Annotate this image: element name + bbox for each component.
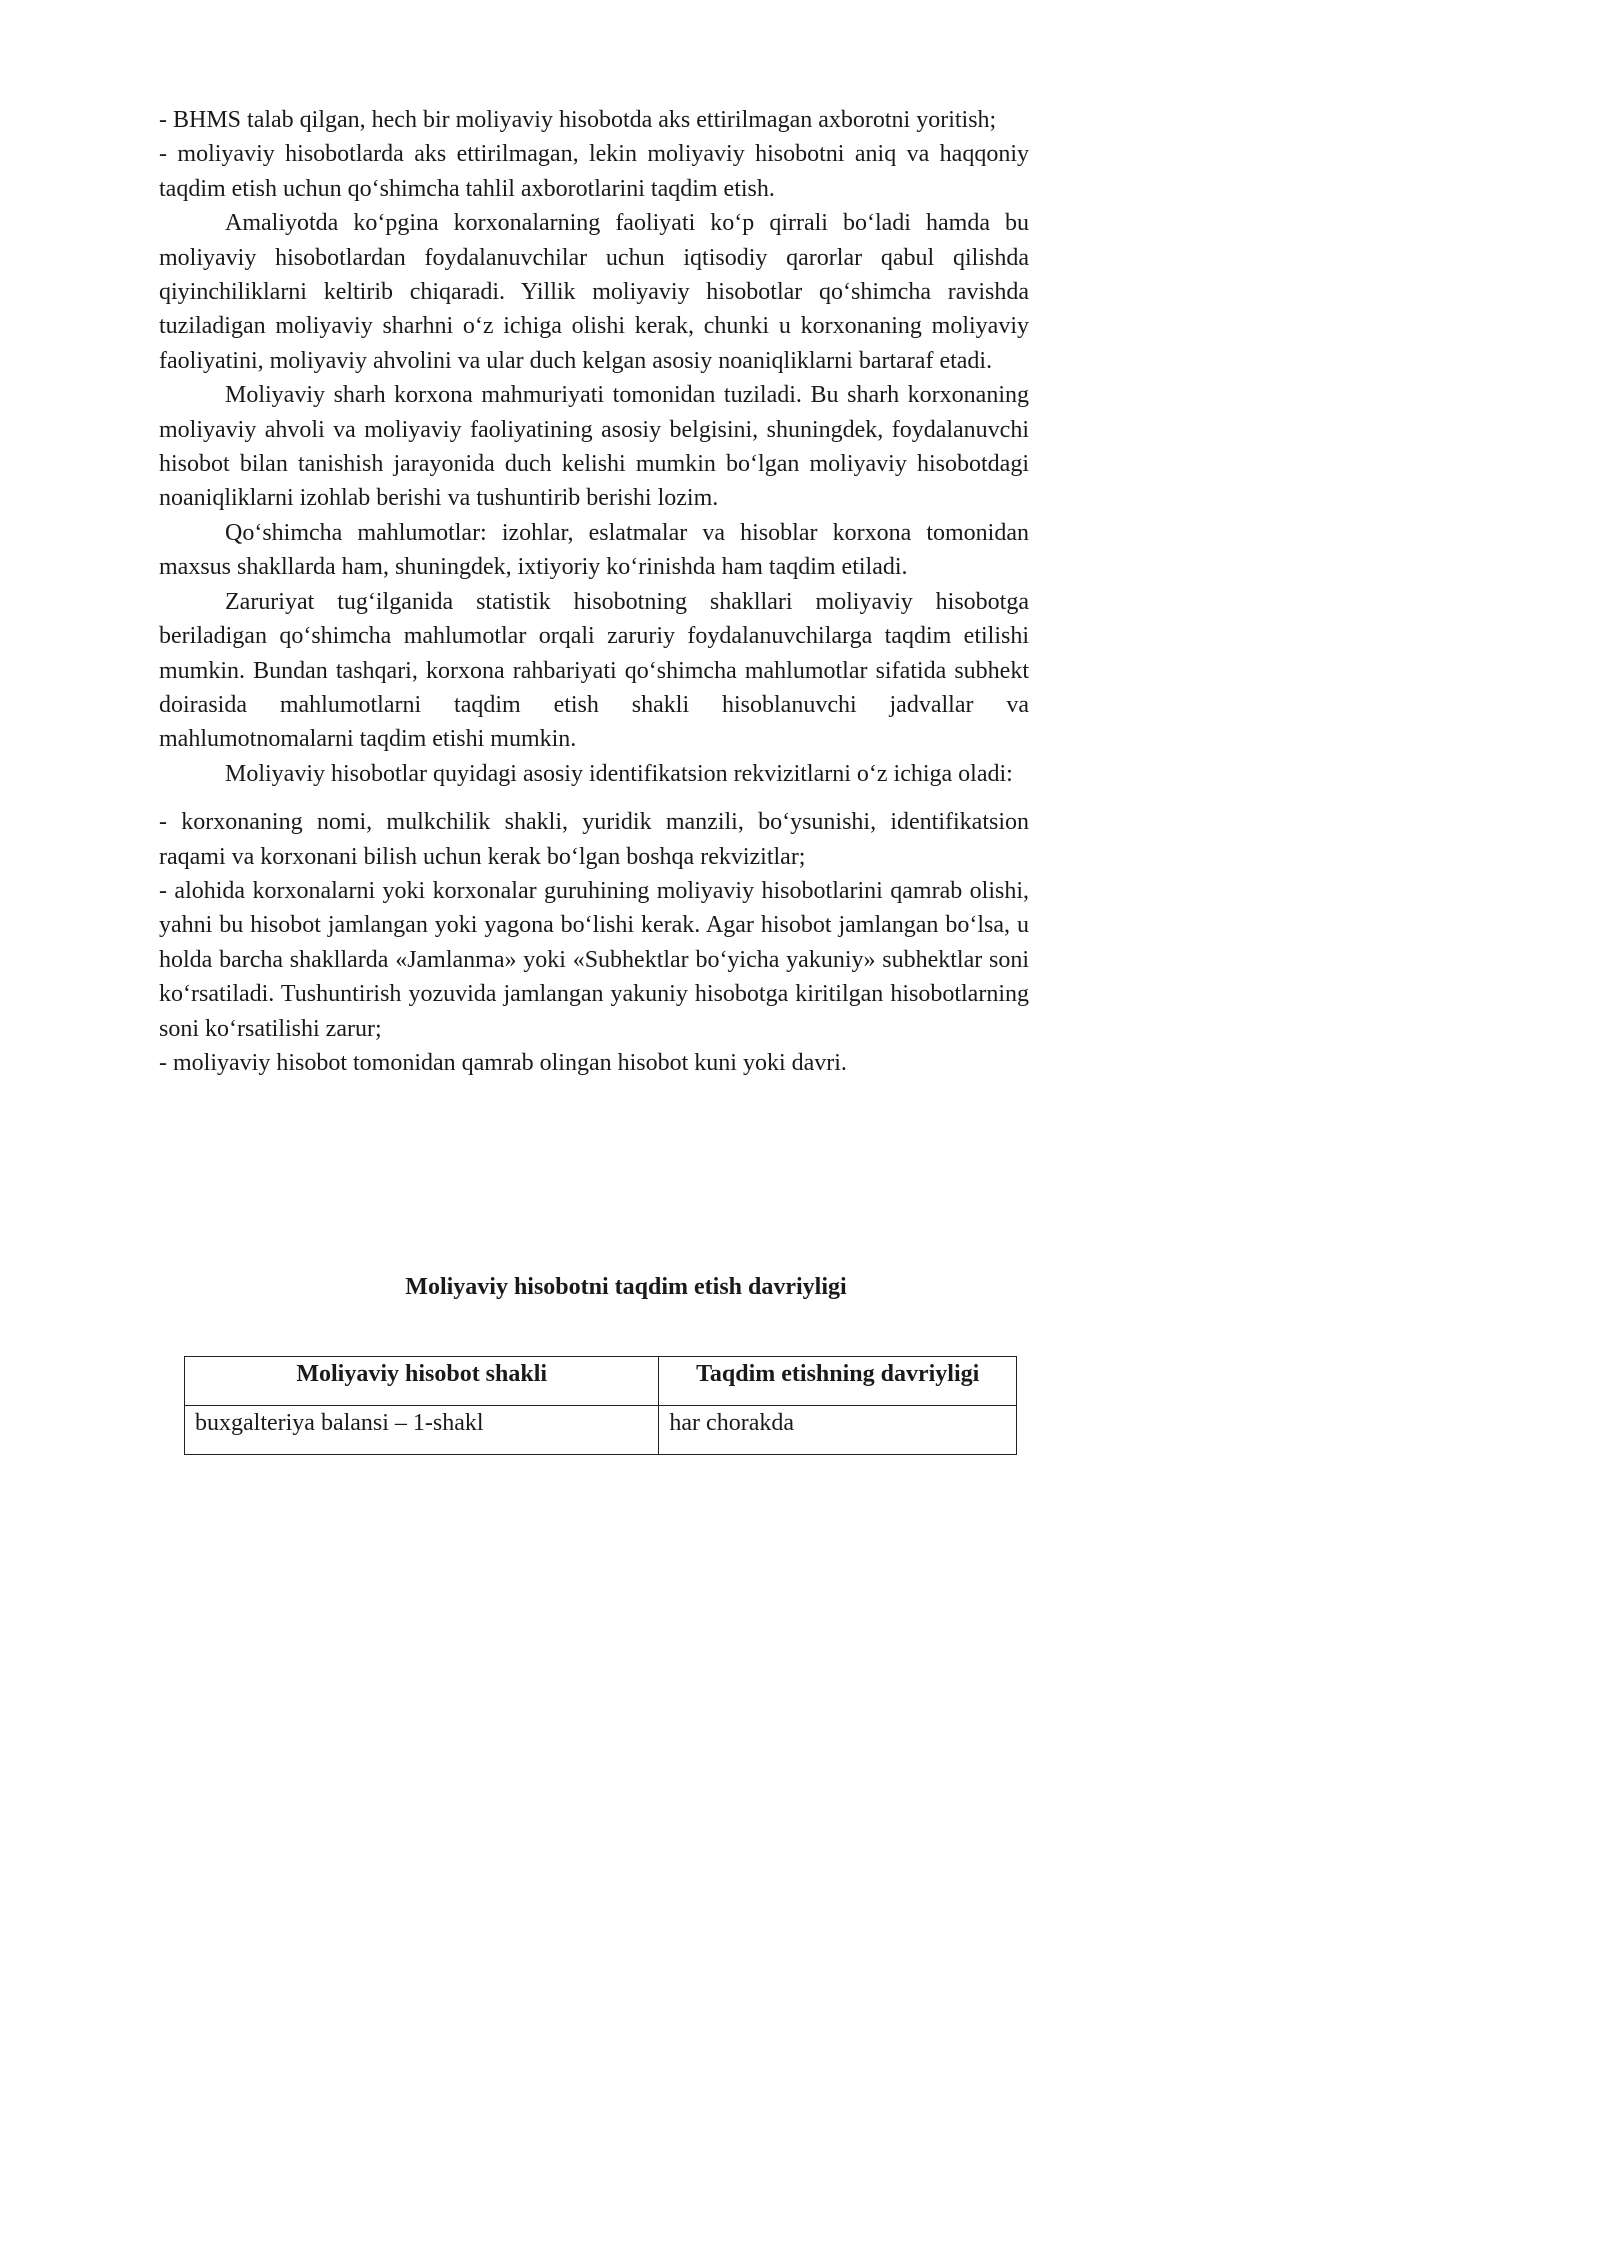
body-paragraph: Zaruriyat tugʻilganida statistik hisobotning shakllari moliyaviy hisobotga beriladigan qoʻshimcha mahlumotlar orqali zaruriy foydalanuvchilarga taqdim etilishi mumkin. Bundan tashqari, korxona rahbariyati qoʻshimcha mahlumotlar sifatida subhekt doirasida mahlumotlarni taqdim etish shakli hisoblanuvchi jadvallar va mahlumotnomalarni taqdim etishi mumkin. xyxy=(159,588,1029,753)
document-page xyxy=(0,0,1108,1566)
column-header: Taqdim etishning davriyligi xyxy=(659,1357,1017,1406)
list-item-paragraph: - BHMS talab qilgan, hech bir moliyaviy hisobotda aks ettirilmagan axborotni yoritish; xyxy=(159,107,997,133)
table-row xyxy=(185,1406,1017,1455)
table-cell: buxgalteriya balansi – 1-shakl xyxy=(185,1406,659,1455)
body-paragraph: Moliyaviy hisobotlar quyidagi asosiy identifikatsion rekvizitlarni oʻz ichiga oladi: xyxy=(225,760,1013,787)
body-paragraph: Moliyaviy sharh korxona mahmuriyati tomonidan tuziladi. Bu sharh korxonaning moliyaviy ahvoli va moliyaviy faoliyatining asosiy belgisini, shuningdek, foydalanuvchi hisobot bilan tanishish jarayonida duch kelishi mumkin boʻlgan moliyaviy hisobotdagi noaniqliklarni izohlab berishi va tushuntirib berishi lozim. xyxy=(159,382,1029,512)
list-item-paragraph: - moliyaviy hisobot tomonidan qamrab olingan hisobot kuni yoki davri. xyxy=(159,1049,847,1076)
body-text xyxy=(159,103,1029,1080)
reporting-periodicity-table xyxy=(184,1356,1017,1455)
table-title: Moliyaviy hisobotni taqdim etish davriyligi xyxy=(405,1274,847,1300)
table-header-row xyxy=(185,1357,1017,1406)
column-header: Moliyaviy hisobot shakli xyxy=(185,1357,659,1406)
table-cell: har chorakda xyxy=(659,1406,1017,1455)
body-paragraph: Amaliyotda koʻpgina korxonalarning faoliyati koʻp qirrali boʻladi hamda bu moliyaviy hisobotlardan foydalanuvchilar uchun iqtisodiy qarorlar qabul qilishda qiyinchiliklarni keltirib chiqaradi. Yillik moliyaviy hisobotlar qoʻshimcha ravishda tuziladigan moliyaviy sharhni oʻz ichiga olishi kerak, chunki u korxonaning moliyaviy faoliyatini, moliyaviy ahvolini va ular duch kelgan asosiy noaniqliklarni bartaraf etadi. xyxy=(159,210,1029,374)
list-item-paragraph: - moliyaviy hisobotlarda aks ettirilmagan, lekin moliyaviy hisobotni aniq va haqqoniy taqdim etish uchun qoʻshimcha tahlil axborotlarini taqdim etish. xyxy=(159,141,1029,202)
body-paragraph: Qoʻshimcha mahlumotlar: izohlar, eslatmalar va hisoblar korxona tomonidan maxsus shakllarda ham, shuningdek, ixtiyoriy koʻrinishda ham taqdim etiladi. xyxy=(159,519,1029,581)
list-item-paragraph: - korxonaning nomi, mulkchilik shakli, yuridik manzili, boʻysunishi, identifikatsion raqami va korxonani bilish uchun kerak boʻlgan boshqa rekvizitlar; xyxy=(159,809,1029,870)
list-item-paragraph: - alohida korxonalarni yoki korxonalar guruhining moliyaviy hisobotlarini qamrab olishi, yahni bu hisobot jamlangan yoki yagona boʻlishi kerak. Agar hisobot jamlangan boʻlsa, u holda barcha shakllarda «Jamlanma» yoki «Subhektlar boʻyicha yakuniy» subhektlar soni koʻrsatiladi. Tushuntirish yozuvida jamlangan yakuniy hisobotga kiritilgan hisobotlarning soni koʻrsatilishi zarur; xyxy=(159,877,1029,1042)
